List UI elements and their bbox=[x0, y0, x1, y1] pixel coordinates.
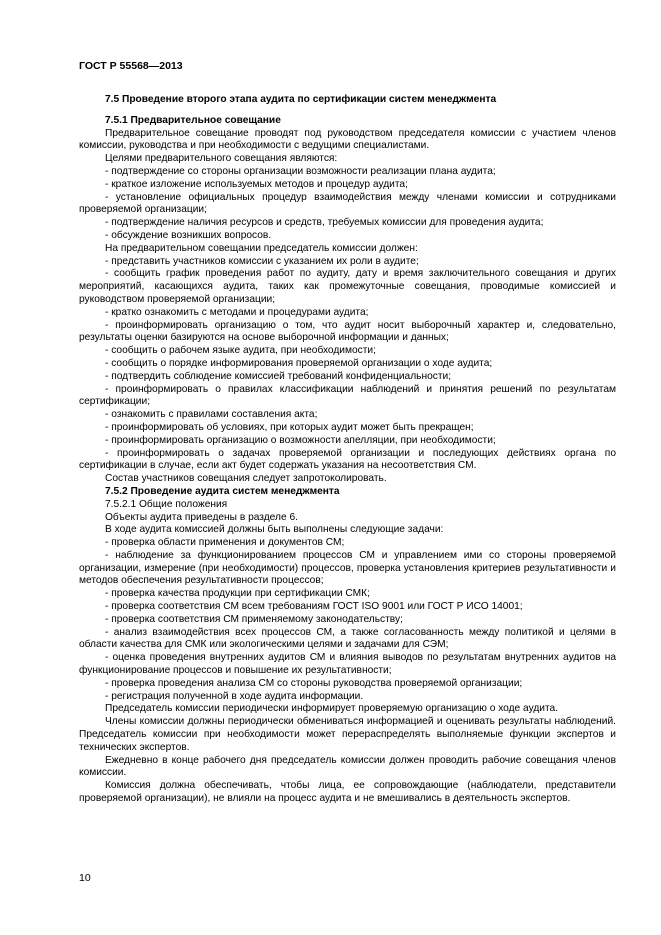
subsection-heading: 7.5.2 Проведение аудита систем менеджмента bbox=[105, 485, 340, 497]
page-number: 10 bbox=[79, 872, 91, 884]
list-item: - проинформировать о правилах классификации наблюдений и принятия решений по результатам сертификации; bbox=[79, 383, 616, 408]
document-body bbox=[79, 94, 616, 806]
list-item: - проверка соответствия СМ применяемому законодательству; bbox=[105, 613, 403, 625]
clause-heading: 7.5.2.1 Общие положения bbox=[105, 498, 228, 510]
list-item: - обсуждение возникших вопросов. bbox=[105, 229, 272, 241]
paragraph: Объекты аудита приведены в разделе 6. bbox=[105, 511, 298, 523]
list-item: - проверка проведения анализа СМ со стороны руководства проверяемой организации; bbox=[105, 677, 523, 689]
paragraph: Состав участников совещания следует запротоколировать. bbox=[105, 473, 387, 485]
paragraph: Председатель комиссии периодически информирует проверяемую организацию о ходе аудита. bbox=[105, 703, 559, 715]
section-heading: 7.5 Проведение второго этапа аудита по сертификации систем менеджмента bbox=[105, 94, 497, 105]
list-item: - проинформировать организацию о возможности апелляции, при необходимости; bbox=[105, 434, 496, 446]
list-item: - подтвердить соблюдение комиссией требований конфиденциальности; bbox=[105, 370, 452, 382]
list-item: - проинформировать об условиях, при которых аудит может быть прекращен; bbox=[105, 421, 474, 433]
list-item: - представить участников комиссии с указанием их роли в аудите; bbox=[105, 255, 419, 267]
list-item: - сообщить график проведения работ по аудиту, дату и время заключительного совещания и других мероприятий, касающихся аудита, таких как промежуточные совещания, проводимые комиссией и руководством проверяемой организации; bbox=[79, 268, 616, 305]
list-item: - подтверждение со стороны организации возможности реализации плана аудита; bbox=[105, 165, 496, 177]
paragraph: Комиссия должна обеспечивать, чтобы лица, ее сопровождающие (наблюдатели, представители проверяемой организации), не влияли на процесс аудита и не вмешивались в деятельность экспертов. bbox=[79, 780, 616, 805]
paragraph: Члены комиссии должны периодически обмениваться информацией и оценивать результаты наблюдений. Председатель комиссии при необходимости может перераспределять выполняемые функции экспертов и технических экспертов. bbox=[79, 716, 616, 753]
list-item: - регистрация полученной в ходе аудита информации. bbox=[105, 690, 364, 702]
list-item: - анализ взаимодействия всех процессов СМ, а также согласованность между политикой и целями в области качества для СМК или экологическими целями и задачами для СЭМ; bbox=[79, 626, 616, 651]
subsection-heading: 7.5.1 Предварительное совещание bbox=[105, 114, 281, 126]
paragraph: Целями предварительного совещания являются: bbox=[105, 153, 338, 165]
paragraph: Ежедневно в конце рабочего дня председатель комиссии должен проводить рабочие совещания членов комиссии. bbox=[79, 754, 616, 779]
list-item: - краткое изложение используемых методов и процедур аудита; bbox=[105, 178, 408, 190]
list-item: - подтверждение наличия ресурсов и средств, требуемых комиссии для проведения аудита; bbox=[105, 217, 544, 229]
list-item: - проверка качества продукции при сертификации СМК; bbox=[105, 588, 370, 600]
paragraph: Предварительное совещание проводят под руководством председателя комиссии с участием членов комиссии, руководства и при необходимости с ведущими специалистами. bbox=[79, 127, 616, 152]
list-item: - проверка соответствия СМ всем требованиям ГОСТ ISO 9001 или ГОСТ Р ИСО 14001; bbox=[105, 601, 523, 613]
list-item: - установление официальных процедур взаимодействия между членами комиссии и сотрудниками проверяемой организации; bbox=[79, 191, 616, 216]
list-item: - проверка области применения и документов СМ; bbox=[105, 537, 345, 549]
paragraph: В ходе аудита комиссией должны быть выполнены следующие задачи: bbox=[105, 524, 444, 536]
paragraph: На предварительном совещании председатель комиссии должен: bbox=[105, 242, 418, 254]
list-item: - наблюдение за функционированием процессов СМ и управлением ими со стороны проверяемой организации, измерение (при необходимости) процессов, проверка установления критериев результативности и методов обеспечения результативности процессов; bbox=[79, 549, 616, 587]
list-item: - сообщить о рабочем языке аудита, при необходимости; bbox=[105, 345, 376, 357]
list-item: - кратко ознакомить с методами и процедурами аудита; bbox=[105, 306, 369, 318]
document-code: ГОСТ Р 55568—2013 bbox=[79, 60, 183, 72]
list-item: - ознакомить с правилами составления акта; bbox=[105, 409, 318, 421]
list-item: - проинформировать о задачах проверяемой организации и последующих действиях органа по сертификации в случае, если акт будет содержать указания на несоответствия СМ. bbox=[79, 447, 616, 472]
list-item: - проинформировать организацию о том, что аудит носит выборочный характер и, следовательно, результаты оценки базируются на основе выборочной информации и данных; bbox=[79, 319, 616, 344]
list-item: - сообщить о порядке информирования проверяемой организации о ходе аудита; bbox=[105, 357, 493, 369]
list-item: - оценка проведения внутренних аудитов СМ и влияния выводов по результатам внутренних аудитов на функционирование процессов и повышение их результативности; bbox=[79, 652, 616, 677]
